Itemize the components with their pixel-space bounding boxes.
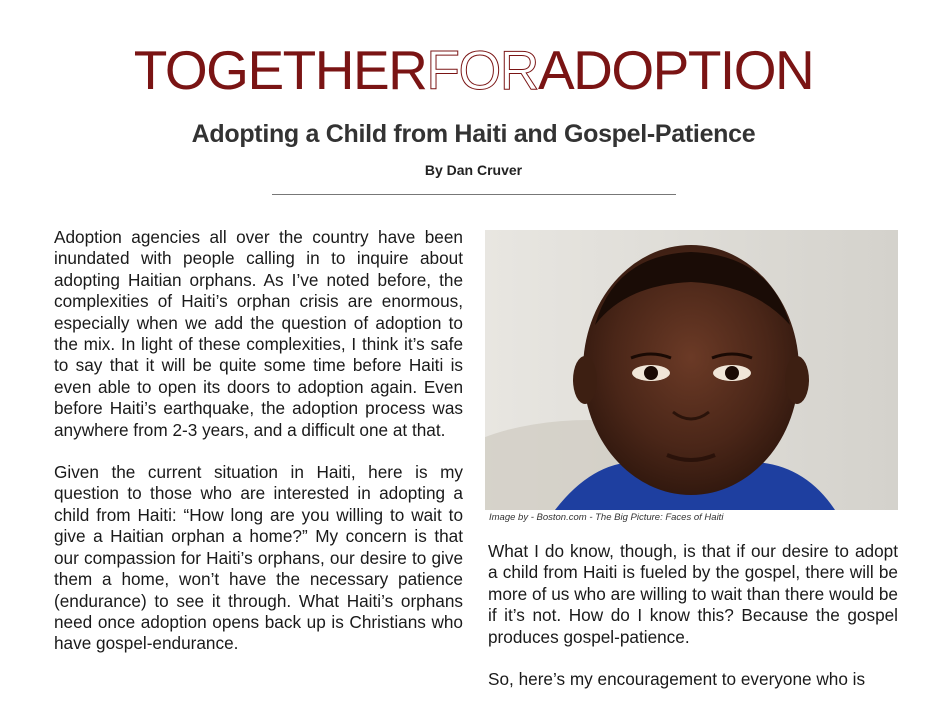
article-title: Adopting a Child from Haiti and Gospel-Patience	[191, 120, 756, 148]
article-byline: By Dan Cruver	[424, 162, 523, 178]
masthead-for: FOR	[426, 39, 538, 101]
left-paragraph-2: Given the current situation in Haiti, here is my question to those who are interested in adopting a child from Haiti: “How long are you willing to wait to give a Haitian orphan a home?” My concern is that our compassion for Haiti’s orphans, our desire to give them a home, won’t have the necessary patience (endurance) to see it through. What Haiti’s orphans need once adoption opens back up is Christians who have gospel-endurance.	[54, 462, 463, 654]
photo-caption: Image by - Boston.com - The Big Picture: Faces of Haiti	[489, 512, 724, 523]
masthead-adoption: ADOPTION	[537, 39, 814, 101]
left-paragraph-1: Adoption agencies all over the country have been inundated with people calling in to inquire about adopting Haitian orphans. As I’ve noted before, the complexities of Haiti’s orphan crisis are enormous, especially when we add the question of adoption to the mix. In light of these complexities, I think it’s safe to say that it will be quite some time before Haiti is even able to open its doors to adoption again. Even before Haiti’s earthquake, the adoption process was anywhere from 2-3 years, and a difficult one at that.	[54, 227, 463, 440]
masthead-together: TOGETHER	[133, 39, 427, 101]
right-column	[488, 541, 898, 690]
title-divider	[272, 194, 676, 195]
child-portrait-image	[485, 230, 898, 510]
right-paragraph-2: So, here’s my encouragement to everyone who is	[488, 669, 866, 690]
masthead-logo	[0, 40, 947, 100]
left-column	[54, 227, 463, 655]
article-photo	[485, 230, 898, 510]
right-paragraph-1: What I do know, though, is that if our desire to adopt a child from Haiti is fueled by the gospel, there will be more of us who are willing to wait than there would be if it’s not. How do I know this? Because the gospel produces gospel-patience.	[488, 541, 898, 647]
